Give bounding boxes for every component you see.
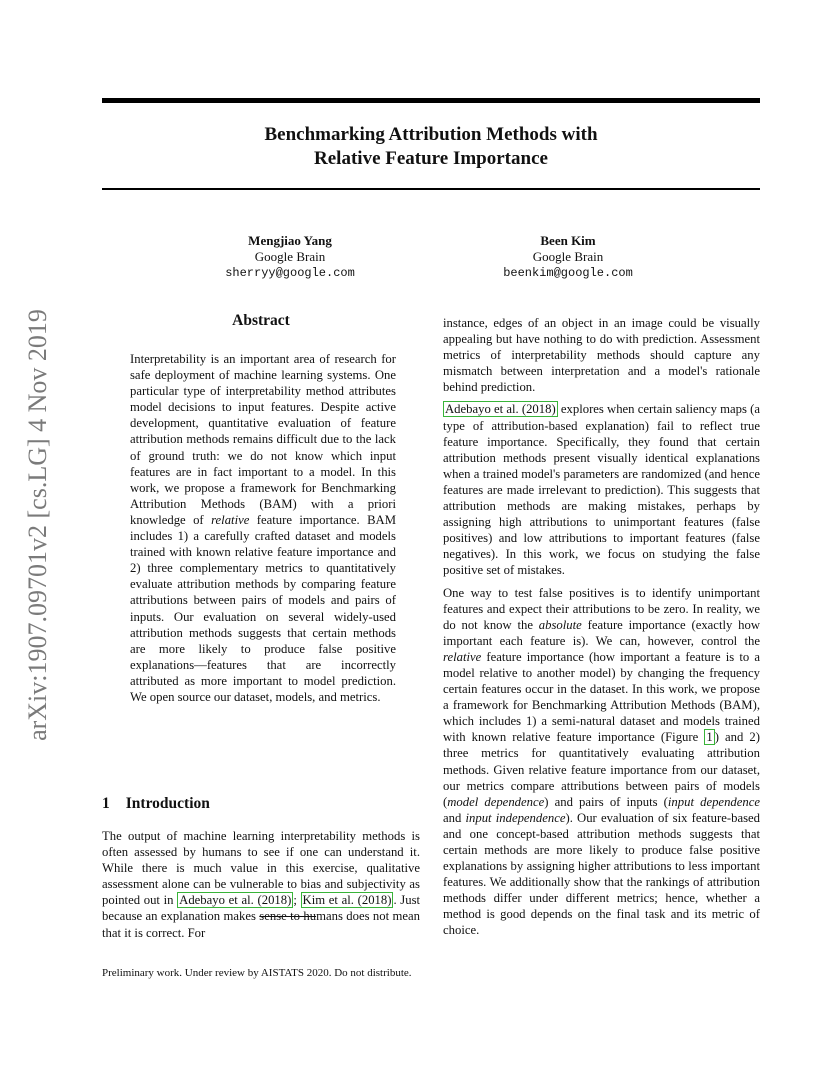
- author-affiliation: Google Brain: [532, 249, 604, 264]
- author-email: sherryy@google.com: [225, 266, 355, 280]
- abstract-body: [130, 351, 396, 705]
- abstract-text-1: Interpretability is an important area of research for safe deployment of machine learning systems. One particular type of interpretability method attributes model decisions to input features. Despite active development, quantitative evaluation of feature attribution methods remains difficult due to the lack of ground truth: we do not know which input features are in fact important to a model. In this work, we propose a framework for Benchmarking Attribution Methods (BAM) with a priori knowledge of: [130, 352, 396, 527]
- introduction-paragraph: [102, 828, 420, 941]
- emphasis-model-dependence: model dependence: [447, 794, 545, 809]
- citation-separator: ;: [293, 893, 297, 908]
- intro-text-3: mans does not mean that it is correct. For: [102, 909, 420, 940]
- right-paragraph-3: [443, 585, 760, 939]
- arxiv-identifier: arXiv:1907.09701v2 [cs.LG] 4 Nov 2019: [23, 309, 52, 741]
- author-email: beenkim@google.com: [503, 266, 633, 280]
- emphasis-relative: relative: [443, 649, 482, 664]
- citation-author: Kim et al.: [302, 893, 354, 908]
- right-paragraph-1: instance, edges of an object in an image could be visually appealing but have nothing to do with prediction. Assessment metrics of interpretability methods should capture any mismatch between interpretation and a model's rationale behind prediction.: [443, 316, 760, 395]
- abstract-emphasis: relative: [211, 512, 250, 527]
- right-paragraph-2: [443, 401, 760, 578]
- right-column: [443, 315, 760, 945]
- author-name: Mengjiao Yang: [248, 233, 332, 248]
- abstract-heading: Abstract: [232, 312, 290, 329]
- author-affiliation: Google Brain: [254, 249, 326, 264]
- citation-author: Adebayo et al.: [445, 402, 519, 417]
- author-block: [478, 233, 658, 281]
- section-title: Introduction: [125, 795, 210, 812]
- author-block: [200, 233, 380, 281]
- intro-text-2: . Just because an explanation makes: [102, 893, 421, 924]
- abstract-text-2: feature importance. BAM includes 1) a carefully crafted dataset and models trained with known relative feature importance and 2) three complementary metrics to quantitatively evaluate attribution methods by comparing feature attributions between pairs of models and pairs of inputs. Our evaluation on several widely-used attribution methods suggests that certain methods are more likely to produce false positive explanations—features that are incorrectly attributed as more important to model prediction. We open source our dataset, models, and metrics.: [130, 512, 396, 704]
- paragraph-text: explores when certain saliency maps (a type of attribution-based explanation) fail to reflect true feature importance. Specifically, they found that certain attribution methods present visually identical explanations when a trained model's parameters are randomized (and hence features are made irrelevant to prediction). This suggests that attribution methods are making mistakes, perhaps by assigning high attributions to unimportant features (false positives) and low attributions to important features (false negatives). In this work, we focus on studying the false positive set of mistakes.: [443, 402, 760, 578]
- arxiv-side-stamp: [18, 290, 58, 760]
- paper-title: [102, 123, 760, 171]
- title-bottom-rule: [102, 188, 760, 190]
- intro-text-1: The output of machine learning interpretability methods is often assessed by humans to see if one can understand it. While there is much value in this exercise, qualitative assessment alone can be vulnerable to bias and subjectivity as pointed out in: [102, 829, 420, 908]
- citation-year: (2018): [257, 893, 292, 908]
- paragraph-text: and: [443, 810, 466, 825]
- title-top-rule: [102, 98, 760, 103]
- paragraph-text: feature importance (exactly how important each feature is). We can, however, control the: [443, 617, 760, 648]
- paragraph-text: ) and pairs of inputs (: [544, 794, 668, 809]
- emphasis-input-dependence: input dependence: [667, 794, 760, 809]
- paragraph-text: One way to test false positives is to identify unimportant features and expect their attributions to be zero. In reality, we do not know the: [443, 585, 760, 632]
- citation-link-adebayo[interactable]: [443, 401, 558, 417]
- paragraph-text: feature importance (how important a feature is to a model relative to another model) by changing the frequency certain features occur in the dataset. In this work, we propose a framework for Benchmarking Attribution Methods (BAM), which includes 1) a semi-natural dataset and models trained with known relative feature importance (Figure: [443, 649, 760, 745]
- emphasis-absolute: absolute: [538, 617, 582, 632]
- footnote: Preliminary work. Under review by AISTATS 2020. Do not distribute.: [102, 967, 412, 979]
- struck-text: sense to hu: [259, 909, 317, 924]
- paragraph-text: ). Our evaluation of six feature-based and one concept-based attribution methods suggests that certain methods are more likely to produce false positive explanations by assigning higher attributions to less important features. We additionally show that the rankings of attribution methods differ under different metrics; hence, whether a method is good depends on the final task and its metric of choice.: [443, 810, 760, 938]
- emphasis-input-independence: input independence: [465, 810, 566, 825]
- citation-year: (2018): [521, 402, 556, 417]
- section-number: 1: [102, 795, 110, 812]
- citation-year: (2018): [357, 893, 392, 908]
- author-name: Been Kim: [540, 233, 596, 248]
- paragraph-text: ) and 2) three metrics for quantitatively evaluating attribution methods. Given relative feature importance from our dataset, our metrics compare attributions between pairs of models (: [443, 730, 760, 809]
- figure-reference-link[interactable]: 1: [706, 730, 713, 745]
- title-line-1: Benchmarking Attribution Methods with: [264, 124, 598, 145]
- title-line-2: Relative Feature Importance: [314, 148, 548, 169]
- section-heading-introduction: [102, 795, 210, 813]
- citation-author: Adebayo et al.: [179, 893, 254, 908]
- citation-link-adebayo[interactable]: [177, 892, 293, 908]
- citation-link-kim[interactable]: [301, 892, 394, 908]
